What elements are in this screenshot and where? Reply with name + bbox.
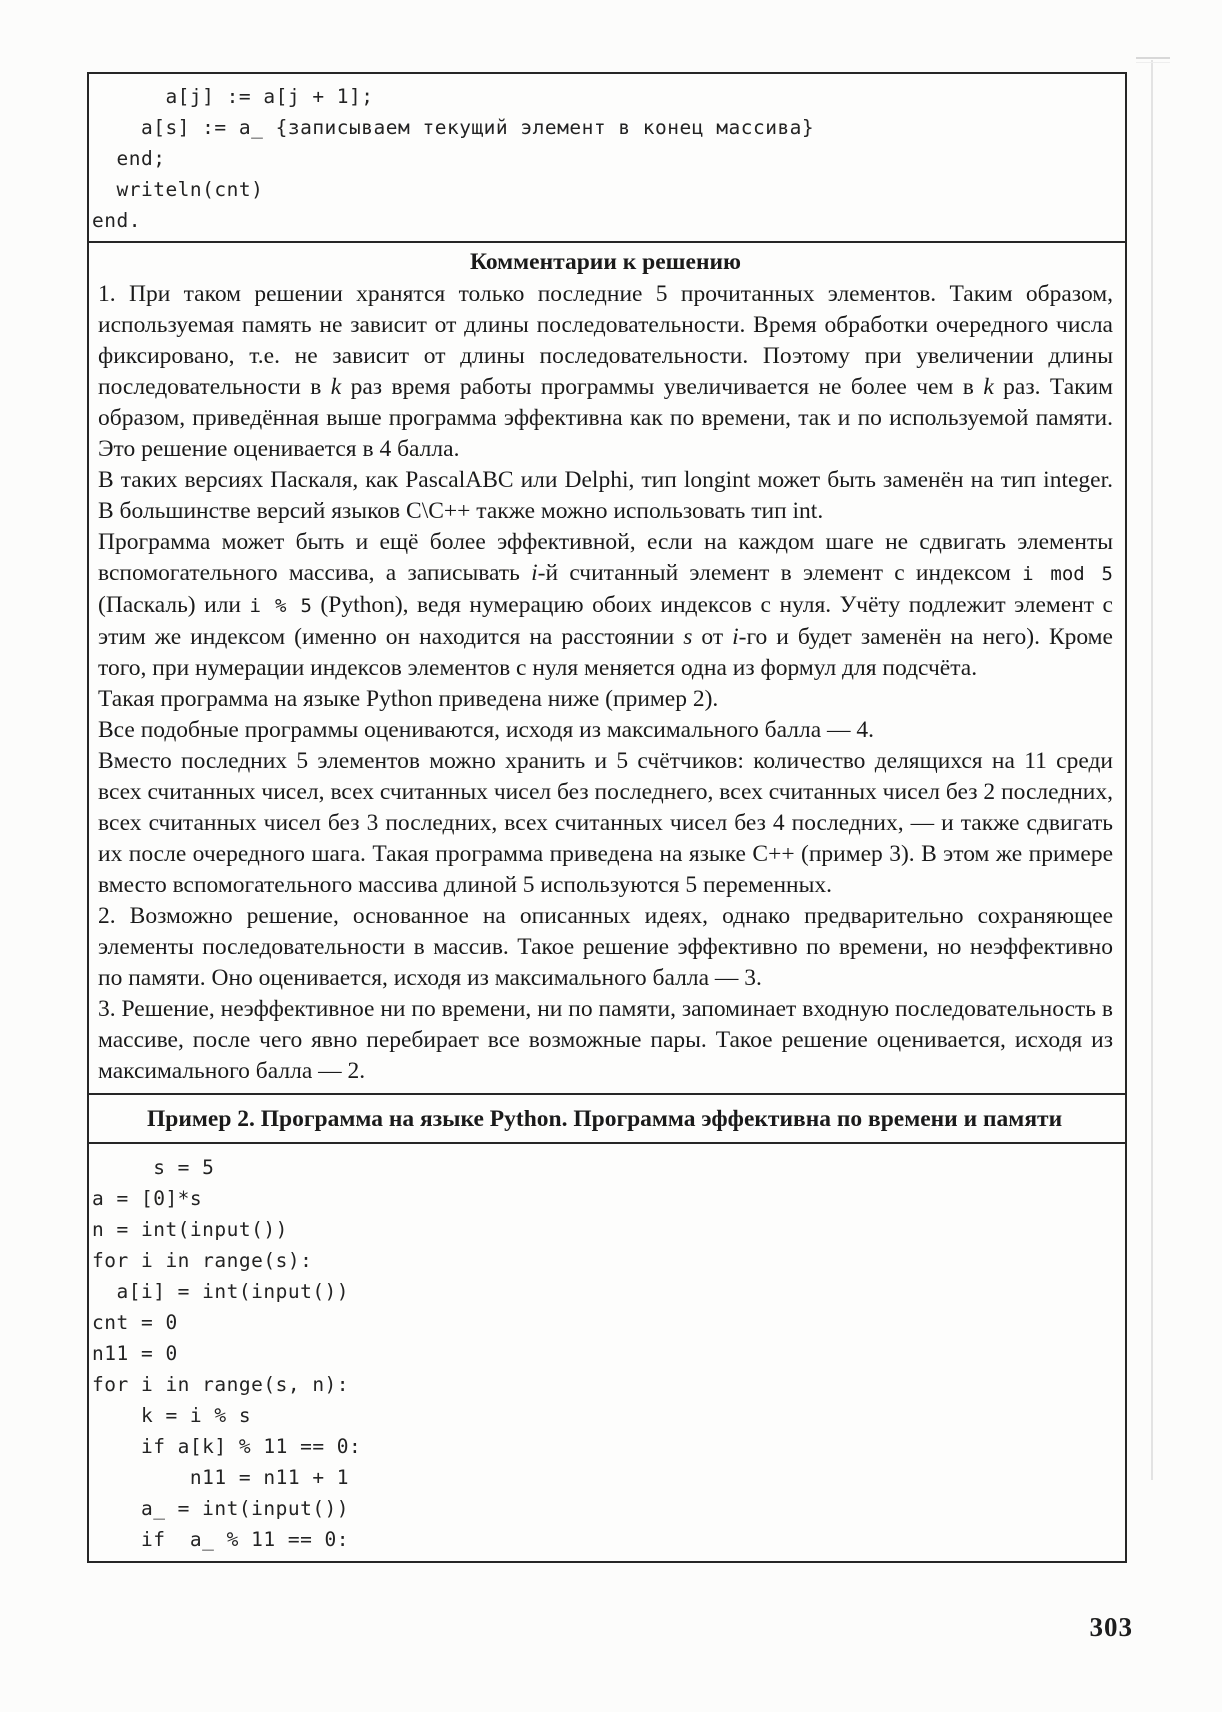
text-run: Такая программа на языке Python приведена ниже (пример 2). [98, 686, 719, 712]
text-run: В таких версиях Паскаля, как PascalABC или Delphi, тип longint может быть заменён на тип integer. В большинстве версий языков C\C++ также можно использовать тип int. [98, 467, 1113, 524]
python-code-block [89, 1144, 1125, 1561]
code-line: end; [92, 147, 166, 170]
code-line: writeln(cnt) [92, 178, 264, 201]
code-line: end. [92, 209, 141, 232]
text-run: раз время работы программы увеличивается не более чем в [341, 374, 984, 400]
code-line: n11 = 0 [92, 1342, 178, 1365]
math-var: i [732, 624, 739, 650]
code-line: a[j] := a[j + 1]; [92, 85, 374, 108]
code-line: a = [0]*s [92, 1187, 203, 1210]
code-line: cnt = 0 [92, 1311, 178, 1334]
math-var: s [683, 624, 693, 650]
comment-paragraph [98, 994, 1113, 1087]
comment-paragraph [98, 527, 1113, 684]
comment-paragraph [98, 746, 1113, 901]
text-run: Вместо последних 5 элементов можно хранить и 5 счётчиков: количество делящихся на 11 среди всех считанных чисел, всех считанных чисел без последнего, всех считанных чисел без 2 последних, всех считанных чисел без 3 последних, всех считанных чисел без 4 последних, — и также сдвигать их после очередного шага. Такая программа приведена на языке C++ (пример 3). В этом же примере вместо вспомогательного массива длиной 5 используются 5 переменных. [98, 748, 1113, 898]
scan-edge-line [1151, 60, 1153, 1480]
code-line: if a[k] % 11 == 0: [92, 1435, 362, 1458]
comments-section [89, 241, 1125, 1093]
text-run: 1. При таком решении хранятся только последние 5 прочитанных элементов. Таким образом, используемая память не зависит от длины последовательности. Время обработки очередного числа фиксировано, т.е. не зависит от длины последовательности. Поэтому при увеличении длины последовательности в [98, 281, 1113, 400]
inline-code: i % 5 [249, 595, 312, 617]
code-line: n11 = n11 + 1 [92, 1466, 350, 1489]
comment-paragraph [98, 715, 1113, 746]
text-run: Программа может быть и ещё более эффективной, если на каждом шаге не сдвигать элементы вспомогательного массива, а записывать [98, 529, 1113, 586]
solution-box [87, 72, 1127, 1563]
code-line: n = int(input()) [92, 1218, 288, 1241]
comment-paragraph [98, 901, 1113, 994]
code-line: s = 5 [92, 1156, 215, 1179]
example2-header [89, 1093, 1125, 1144]
text-run: (Паскаль) или [98, 592, 250, 618]
math-var: k [983, 374, 994, 400]
comment-paragraph [98, 684, 1113, 715]
code-line: a_ = int(input()) [92, 1497, 350, 1520]
code-line: a[i] = int(input()) [92, 1280, 350, 1303]
text-run: 3. Решение, неэффективное ни по времени, ни по памяти, запоминает входную последовательность в массиве, после чего явно перебирает все возможные пары. Такое решение оценивается, исходя из максимального балла — 2. [98, 996, 1113, 1084]
text-run: от [692, 624, 733, 650]
text-run: -й считанный элемент в элемент с индексом [537, 560, 1023, 586]
text-run: -го и будет заменён на него). Кроме того, при нумерации индексов элементов с нуля меняется одна из формул для подсчёта. [98, 624, 1113, 681]
example2-title: Пример 2. Программа на языке Python. Программа эффективна по времени и памяти [147, 1106, 1063, 1132]
code-line: a[s] := a_ {записываем текущий элемент в конец массива} [92, 116, 815, 139]
comments-paragraphs [98, 279, 1113, 1087]
code-line: k = i % s [92, 1404, 252, 1427]
comment-paragraph [98, 279, 1113, 465]
comments-title: Комментарии к решению [470, 249, 741, 275]
pascal-code-block [89, 74, 1125, 241]
code-line: for i in range(s): [92, 1249, 313, 1272]
text-run: 2. Возможно решение, основанное на описанных идеях, однако предварительно сохраняющее элементы последовательности в массив. Такое решение эффективно по времени, но неэффективно по памяти. Оно оценивается, исходя из максимального балла — 3. [98, 903, 1113, 991]
page-number: 303 [1089, 1612, 1133, 1642]
code-line: if a_ % 11 == 0: [92, 1528, 350, 1551]
text-run: Все подобные программы оцениваются, исходя из максимального балла — 4. [98, 717, 875, 743]
math-var: k [330, 374, 342, 400]
math-var: i [531, 560, 538, 586]
inline-code: i mod 5 [1022, 563, 1113, 585]
text-run: (Python), ведя нумерацию обоих индексов с нуля. Учёту подлежит элемент с этим же индексом (именно он находится на расстоянии [98, 592, 1113, 650]
text-run: раз. Таким образом, приведённая выше программа эффективна как по времени, так и по используемой памяти. Это решение оценивается в 4 балла. [98, 374, 1113, 462]
scan-artifact [1136, 57, 1170, 63]
comment-paragraph [98, 465, 1113, 527]
code-line: for i in range(s, n): [92, 1373, 350, 1396]
